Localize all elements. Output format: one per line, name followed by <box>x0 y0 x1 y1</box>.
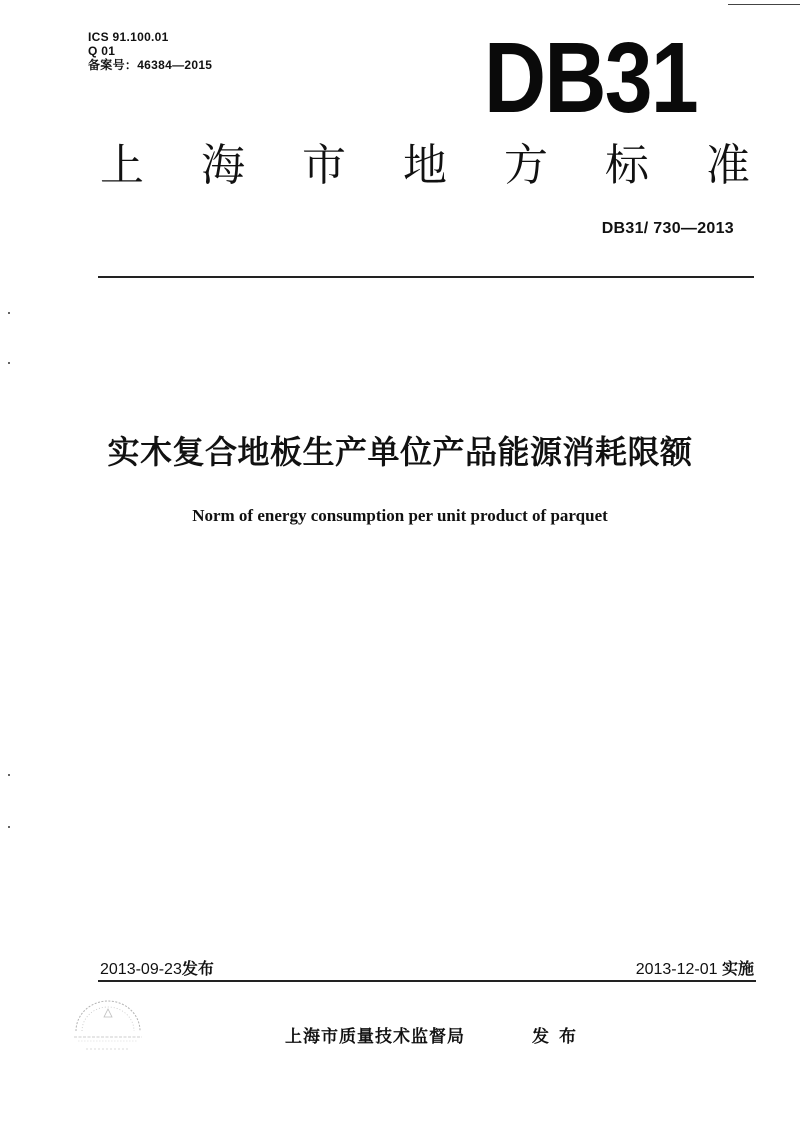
publish-label: 发布 <box>532 1027 586 1047</box>
standard-type-char: 方 <box>504 140 548 191</box>
document-title-zh: 实木复合地板生产单位产品能源消耗限额 <box>107 433 693 471</box>
standard-type-char: 海 <box>201 140 245 191</box>
scan-mark <box>8 312 10 314</box>
standard-type-char: 地 <box>403 140 447 191</box>
scan-mark <box>8 362 10 364</box>
classification-block <box>88 30 212 72</box>
release-date-line <box>100 956 214 979</box>
standard-type-char: 上 <box>100 140 144 191</box>
standard-type-char: 标 <box>605 140 649 191</box>
issuing-authority: 上海市质量技术监督局 <box>285 1027 465 1047</box>
standard-type-char: 准 <box>706 140 750 191</box>
implementation-date: 2013-12-01 <box>635 961 718 978</box>
ics-code: ICS 91.100.01 <box>88 30 169 44</box>
filing-number: 备案号：46384—2015 <box>88 58 213 72</box>
registration-seal-icon <box>68 995 148 1055</box>
standard-type-char: 市 <box>302 140 346 191</box>
document-title-en: Norm of energy consumption per unit product of parquet <box>192 506 608 525</box>
scan-mark <box>8 774 10 776</box>
implementation-label: 实施 <box>721 959 754 978</box>
release-label: 发布 <box>181 959 214 978</box>
standard-type-heading <box>100 136 750 196</box>
implementation-date-line <box>636 956 754 979</box>
corner-scan-line <box>728 4 800 5</box>
standard-number: DB31/ 730—2013 <box>601 220 734 237</box>
category-code: Q 01 <box>88 44 116 58</box>
db31-logo: DB31 <box>484 22 697 134</box>
bottom-divider <box>98 980 756 982</box>
scan-mark <box>8 826 10 828</box>
top-divider <box>98 276 754 278</box>
release-date: 2013-09-23 <box>100 961 182 978</box>
